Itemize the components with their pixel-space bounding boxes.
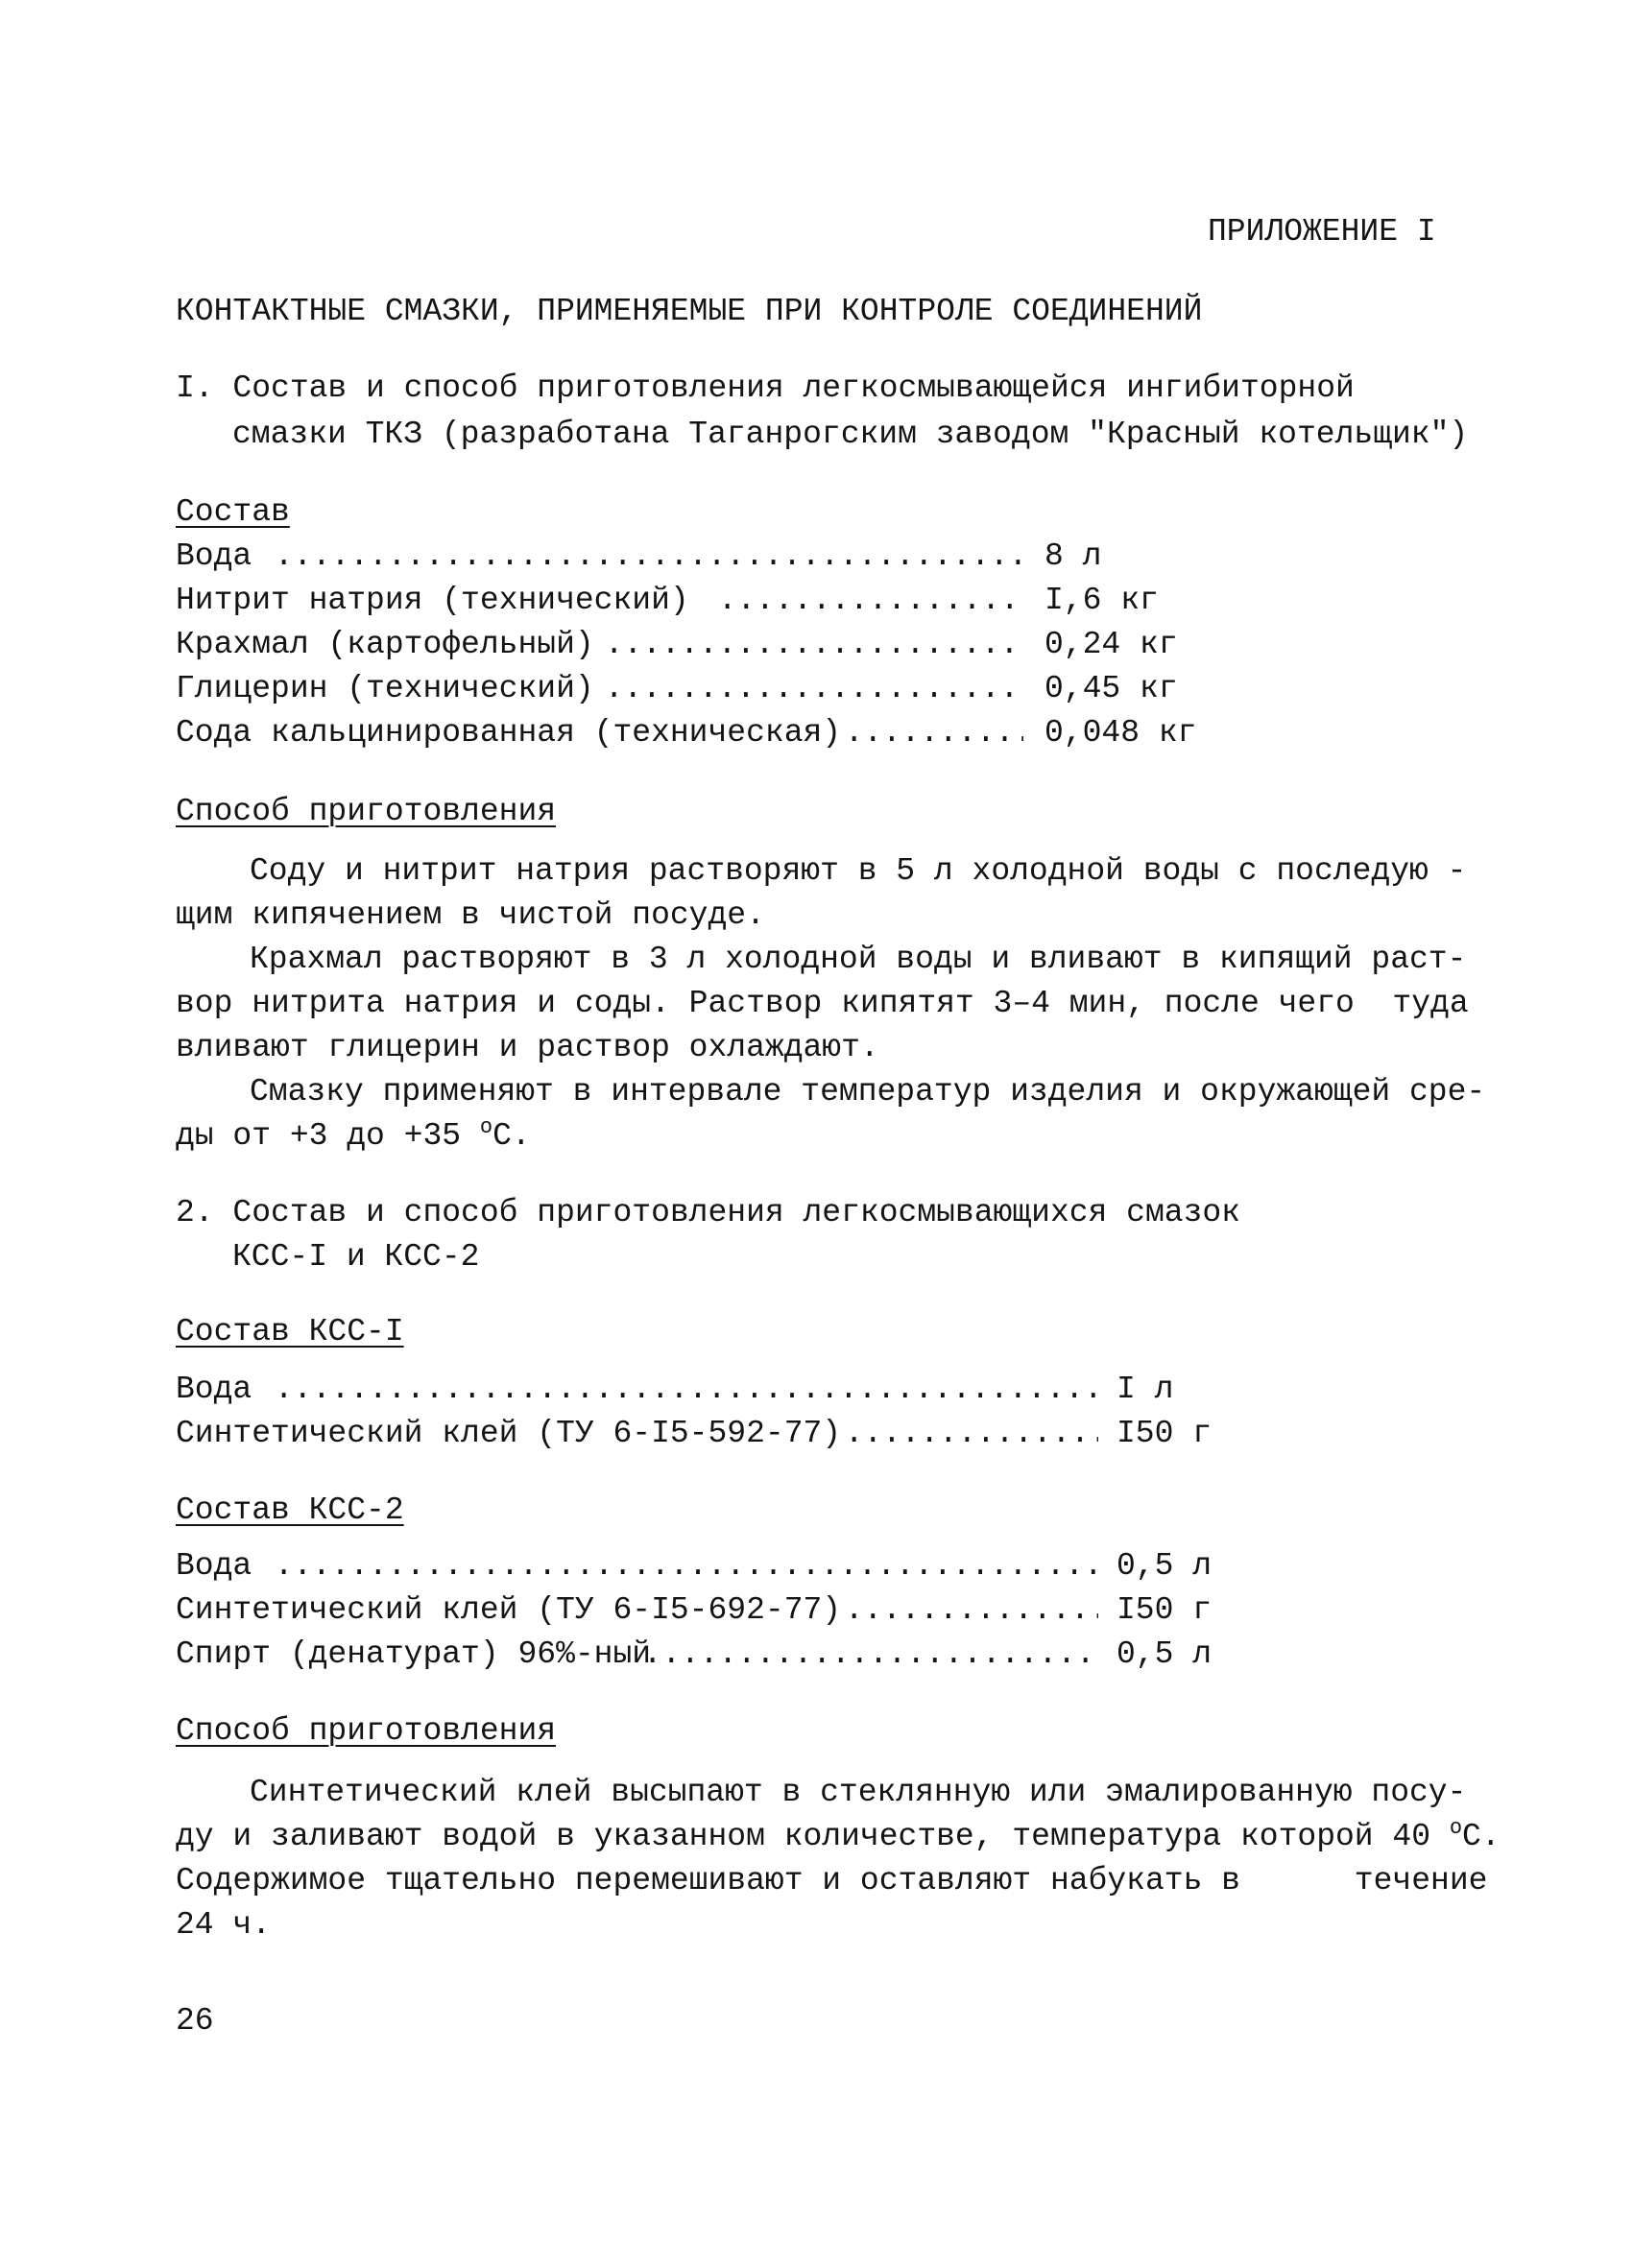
ingredient-name: Глицерин (технический) <box>176 671 594 706</box>
degree-sign: о <box>479 1115 493 1139</box>
ingredient-amount: 8 л <box>1045 538 1102 574</box>
document-title: КОНТАКТНЫЕ СМАЗКИ, ПРИМЕНЯЕМЫЕ ПРИ КОНТРОЛЕ СОЕДИНЕНИЙ <box>176 294 1203 329</box>
ingredient-name: Сода кальцинированная (техническая) <box>176 715 842 751</box>
degree-sign: о <box>1449 1816 1463 1840</box>
appendix-label: ПРИЛОЖЕНИЕ I <box>1208 214 1436 250</box>
ingredient-amount: 0,048 кг <box>1045 715 1197 751</box>
ingredient-name: Вода <box>176 538 252 574</box>
temperature-text: ду и заливают водой в указанном количестве, температура которой 40 <box>176 1819 1450 1854</box>
page-number: 26 <box>176 2003 214 2039</box>
kss2-composition-label: Состав КСС-2 <box>176 1492 404 1528</box>
ingredient-amount: 0,24 кг <box>1045 627 1178 662</box>
ingredient-name: Нитрит натрия (технический) <box>176 583 689 618</box>
section1-heading-line2: смазки ТКЗ (разработана Таганрогским заводом "Красный котельщик") <box>232 417 1469 452</box>
ingredient-amount: I50 г <box>1117 1416 1213 1451</box>
leader-dots <box>265 1547 1098 1586</box>
ingredient-name: Крахмал (картофельный) <box>176 627 594 662</box>
method-paragraph-line: вор нитрита натрия и соды. Раствор кипятят 3–4 мин, после чего туда <box>176 986 1469 1021</box>
leader-dots <box>835 1415 1098 1453</box>
ingredient-name: Спирт (денатурат) 96%-ный <box>176 1636 652 1672</box>
ingredient-amount: 0,5 л <box>1117 1548 1213 1584</box>
leader-dots <box>835 1591 1098 1630</box>
method-paragraph-line <box>176 1818 1501 1856</box>
method-paragraph-line: вливают глицерин и раствор охлаждают. <box>176 1030 879 1065</box>
method-paragraph-line: 24 ч. <box>176 1907 272 1943</box>
ingredient-amount: 0,5 л <box>1117 1636 1213 1672</box>
section1-composition-label: Состав <box>176 494 290 530</box>
leader-dots <box>595 626 1023 664</box>
leader-dots <box>265 1371 1098 1409</box>
section2-method-label: Способ приготовления <box>176 1713 557 1749</box>
ingredient-amount: I50 г <box>1117 1592 1213 1628</box>
method-paragraph-line: щим кипячением в чистой посуде. <box>176 897 765 933</box>
ingredient-amount: I л <box>1117 1372 1174 1407</box>
ingredient-name: Синтетический клей (ТУ 6-I5-592-77) <box>176 1416 842 1451</box>
temperature-unit: С. <box>492 1118 531 1154</box>
section2-heading-line1: 2. Состав и способ приготовления легкосмывающихся смазок <box>176 1195 1240 1230</box>
method-paragraph-line: Крахмал растворяют в 3 л холодной воды и вливают в кипящий раст- <box>250 942 1467 977</box>
section1-heading-line1: I. Состав и способ приготовления легкосмывающейся ингибиторной <box>176 370 1355 406</box>
leader-dots <box>265 537 1023 576</box>
ingredient-amount: 0,45 кг <box>1045 671 1178 706</box>
leader-dots <box>708 582 1023 620</box>
leader-dots <box>835 714 1023 752</box>
kss1-composition-label: Состав КСС-I <box>176 1314 404 1349</box>
section1-method-label: Способ приготовления <box>176 794 557 829</box>
ingredient-name: Вода <box>176 1548 252 1584</box>
method-paragraph-line: Синтетический клей высыпают в стеклянную или эмалированную посу- <box>250 1775 1467 1810</box>
ingredient-name: Вода <box>176 1372 252 1407</box>
leader-dots <box>634 1635 1098 1674</box>
method-paragraph-line <box>176 1117 531 1156</box>
temperature-text: ды от +3 до +35 <box>176 1118 480 1154</box>
method-paragraph-line: Соду и нитрит натрия растворяют в 5 л холодной воды с последую - <box>250 853 1467 889</box>
section2-heading-line2: КСС-I и КСС-2 <box>232 1239 480 1275</box>
temperature-unit: С. <box>1462 1819 1501 1854</box>
ingredient-name: Синтетический клей (ТУ 6-I5-692-77) <box>176 1592 842 1628</box>
method-paragraph-line: Смазку применяют в интервале температур изделия и окружающей сре- <box>250 1074 1486 1110</box>
method-paragraph-line: Содержимое тщательно перемешивают и оставляют набукать в течение <box>176 1863 1488 1898</box>
leader-dots <box>595 670 1023 708</box>
ingredient-amount: I,6 кг <box>1045 583 1159 618</box>
